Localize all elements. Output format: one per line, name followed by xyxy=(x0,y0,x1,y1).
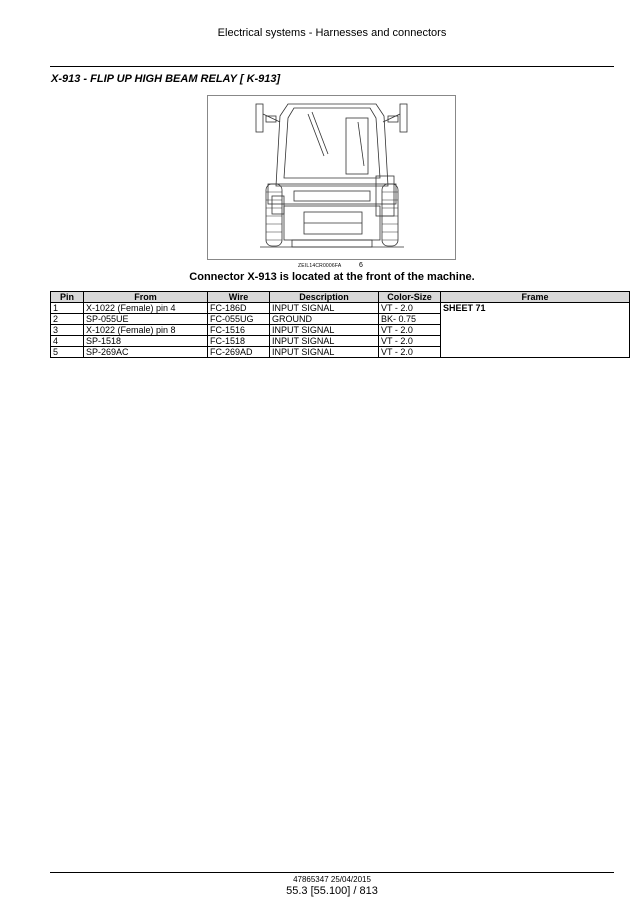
table-row xyxy=(51,303,630,314)
pin-cell: 4 xyxy=(51,336,84,347)
pin-cell: 5 xyxy=(51,347,84,358)
description-cell: INPUT SIGNAL xyxy=(270,303,379,314)
section-heading: X-913 - FLIP UP HIGH BEAM RELAY [ K-913] xyxy=(51,73,281,85)
connector-pin-table xyxy=(50,291,630,358)
from-cell: SP-1518 xyxy=(84,336,208,347)
pin-cell: 3 xyxy=(51,325,84,336)
from-cell: X-1022 (Female) pin 8 xyxy=(84,325,208,336)
footer-document-reference: 47865347 25/04/2015 xyxy=(293,875,371,884)
wire-cell: FC-055UG xyxy=(208,314,270,325)
pin-cell: 2 xyxy=(51,314,84,325)
from-cell: X-1022 (Female) pin 4 xyxy=(84,303,208,314)
footer-divider xyxy=(50,872,614,873)
col-header-from: From xyxy=(84,292,208,303)
from-cell: SP-269AC xyxy=(84,347,208,358)
col-header-frame: Frame xyxy=(441,292,630,303)
wire-cell: FC-1516 xyxy=(208,325,270,336)
connector-location-caption: Connector X-913 is located at the front of the machine. xyxy=(189,271,475,283)
table-header-row xyxy=(51,292,630,303)
description-cell: INPUT SIGNAL xyxy=(270,347,379,358)
wire-cell: FC-269AD xyxy=(208,347,270,358)
wire-cell: FC-186D xyxy=(208,303,270,314)
wire-cell: FC-1518 xyxy=(208,336,270,347)
page-header-title: Electrical systems - Harnesses and connectors xyxy=(217,27,447,39)
col-header-pin: Pin xyxy=(51,292,84,303)
col-header-wire: Wire xyxy=(208,292,270,303)
color-size-cell: VT - 2.0 xyxy=(379,347,441,358)
figure-code: ZEIL14CR0006FA xyxy=(298,263,342,269)
pin-cell: 1 xyxy=(51,303,84,314)
description-cell: GROUND xyxy=(270,314,379,325)
figure-number: 6 xyxy=(359,262,363,269)
col-header-description: Description xyxy=(270,292,379,303)
frame-cell: SHEET 71 xyxy=(441,303,630,358)
color-size-cell: VT - 2.0 xyxy=(379,303,441,314)
description-cell: INPUT SIGNAL xyxy=(270,325,379,336)
header-divider xyxy=(50,66,614,67)
machine-front-illustration xyxy=(207,95,456,260)
description-cell: INPUT SIGNAL xyxy=(270,336,379,347)
col-header-color-size: Color-Size xyxy=(379,292,441,303)
from-cell: SP-055UE xyxy=(84,314,208,325)
color-size-cell: BK- 0.75 xyxy=(379,314,441,325)
color-size-cell: VT - 2.0 xyxy=(379,336,441,347)
color-size-cell: VT - 2.0 xyxy=(379,325,441,336)
footer-page-number: 55.3 [55.100] / 813 xyxy=(286,885,378,897)
